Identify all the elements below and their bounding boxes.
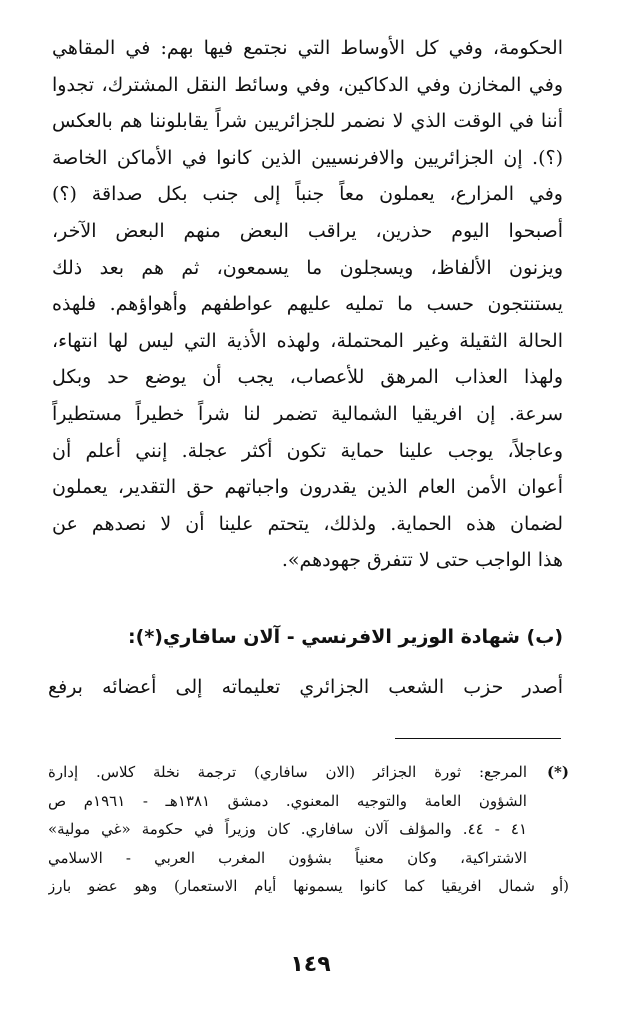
footnote-first-line xyxy=(48,758,569,787)
body-paragraph xyxy=(52,30,563,579)
body-line: ولهذا العذاب المرهق للأعصاب، يجب أن يوضع حد وبكل xyxy=(52,366,563,389)
body-line: ويزنون الألفاظ، ويسجلون ما يسمعون، ثم هم بعد ذلك xyxy=(52,256,563,279)
body-line: (؟). إن الجزائريين والافرنسيين الذين كانوا في الأماكن الخاصة xyxy=(52,146,563,169)
footnote-separator xyxy=(395,738,561,739)
section-heading: (ب) شهادة الوزير الافرنسي - آلان سافاري(*): xyxy=(128,626,563,648)
footnote-line: المرجع: ثورة الجزائر (الان سافاري) ترجمة نخلة كلاس. إدارة xyxy=(48,763,527,781)
paragraph-start: أصدر حزب الشعب الجزائري تعليماته إلى أعضائه برفع xyxy=(48,676,563,698)
footnote-marker: (*) xyxy=(546,763,569,781)
footnote xyxy=(48,758,569,901)
page-number: ١٤٩ xyxy=(290,952,331,977)
body-line: الحكومة، وفي كل الأوساط التي نجتمع فيها بهم: في المقاهي xyxy=(52,37,563,59)
body-line: الحالة الثقيلة وغير المحتملة، ولهذه الأذية التي ليس لها انتهاء، xyxy=(52,329,563,352)
body-line: لضمان هذه الحماية. ولذلك، يتحتم علينا أن لا نصدهم عن xyxy=(52,512,563,535)
body-line: أننا في الوقت الذي لا نضمر للجزائريين شراً يقابلوننا هم بالعكس xyxy=(52,110,563,133)
body-line: أعوان الأمن العام الذين يقدرون واجباتهم حق التقدير، يعملون xyxy=(52,476,563,499)
body-line: وعاجلاً، يوجب علينا حماية تكون أكثر عجلة. إنني أعلم أن xyxy=(52,439,563,462)
footnote-line: الاشتراكية، وكان معنياً بشؤون المغرب العربي - الاسلامي xyxy=(48,848,527,867)
body-line: وفي المخازن وفي الدكاكين، وفي وسائط النقل المشترك، تجدوا xyxy=(52,73,563,96)
body-line: يستنتجون حسب ما تمليه عليهم عواطفهم وأهواؤهم. فلهذه xyxy=(52,293,563,316)
body-line: وفي المزارع، يعملون معاً جنباً إلى جنب بكل صداقة (؟) xyxy=(52,183,563,206)
body-line: سرعة. إن افريقيا الشمالية تضمر لنا شراً خطيراً مستطيراً xyxy=(52,402,563,425)
footnote-line: ٤١ - ٤٤. والمؤلف آلان سافاري. كان وزيراً في حكومة «غي مولية» xyxy=(48,820,528,839)
footnote-line: الشؤون العامة والتوجيه المعنوي. دمشق ١٣٨١هـ - ١٩٦١م ص xyxy=(48,791,527,810)
body-line: أصبحوا اليوم حذرين، يراقب البعض منهم البعض الآخر، xyxy=(52,219,563,242)
body-line: هذا الواجب حتى لا تتفرق جهودهم». xyxy=(281,549,563,572)
footnote-line: (أو شمال افريقيا كما كانوا يسمونها أيام الاستعمار) وهو عضو بارز xyxy=(48,877,569,896)
